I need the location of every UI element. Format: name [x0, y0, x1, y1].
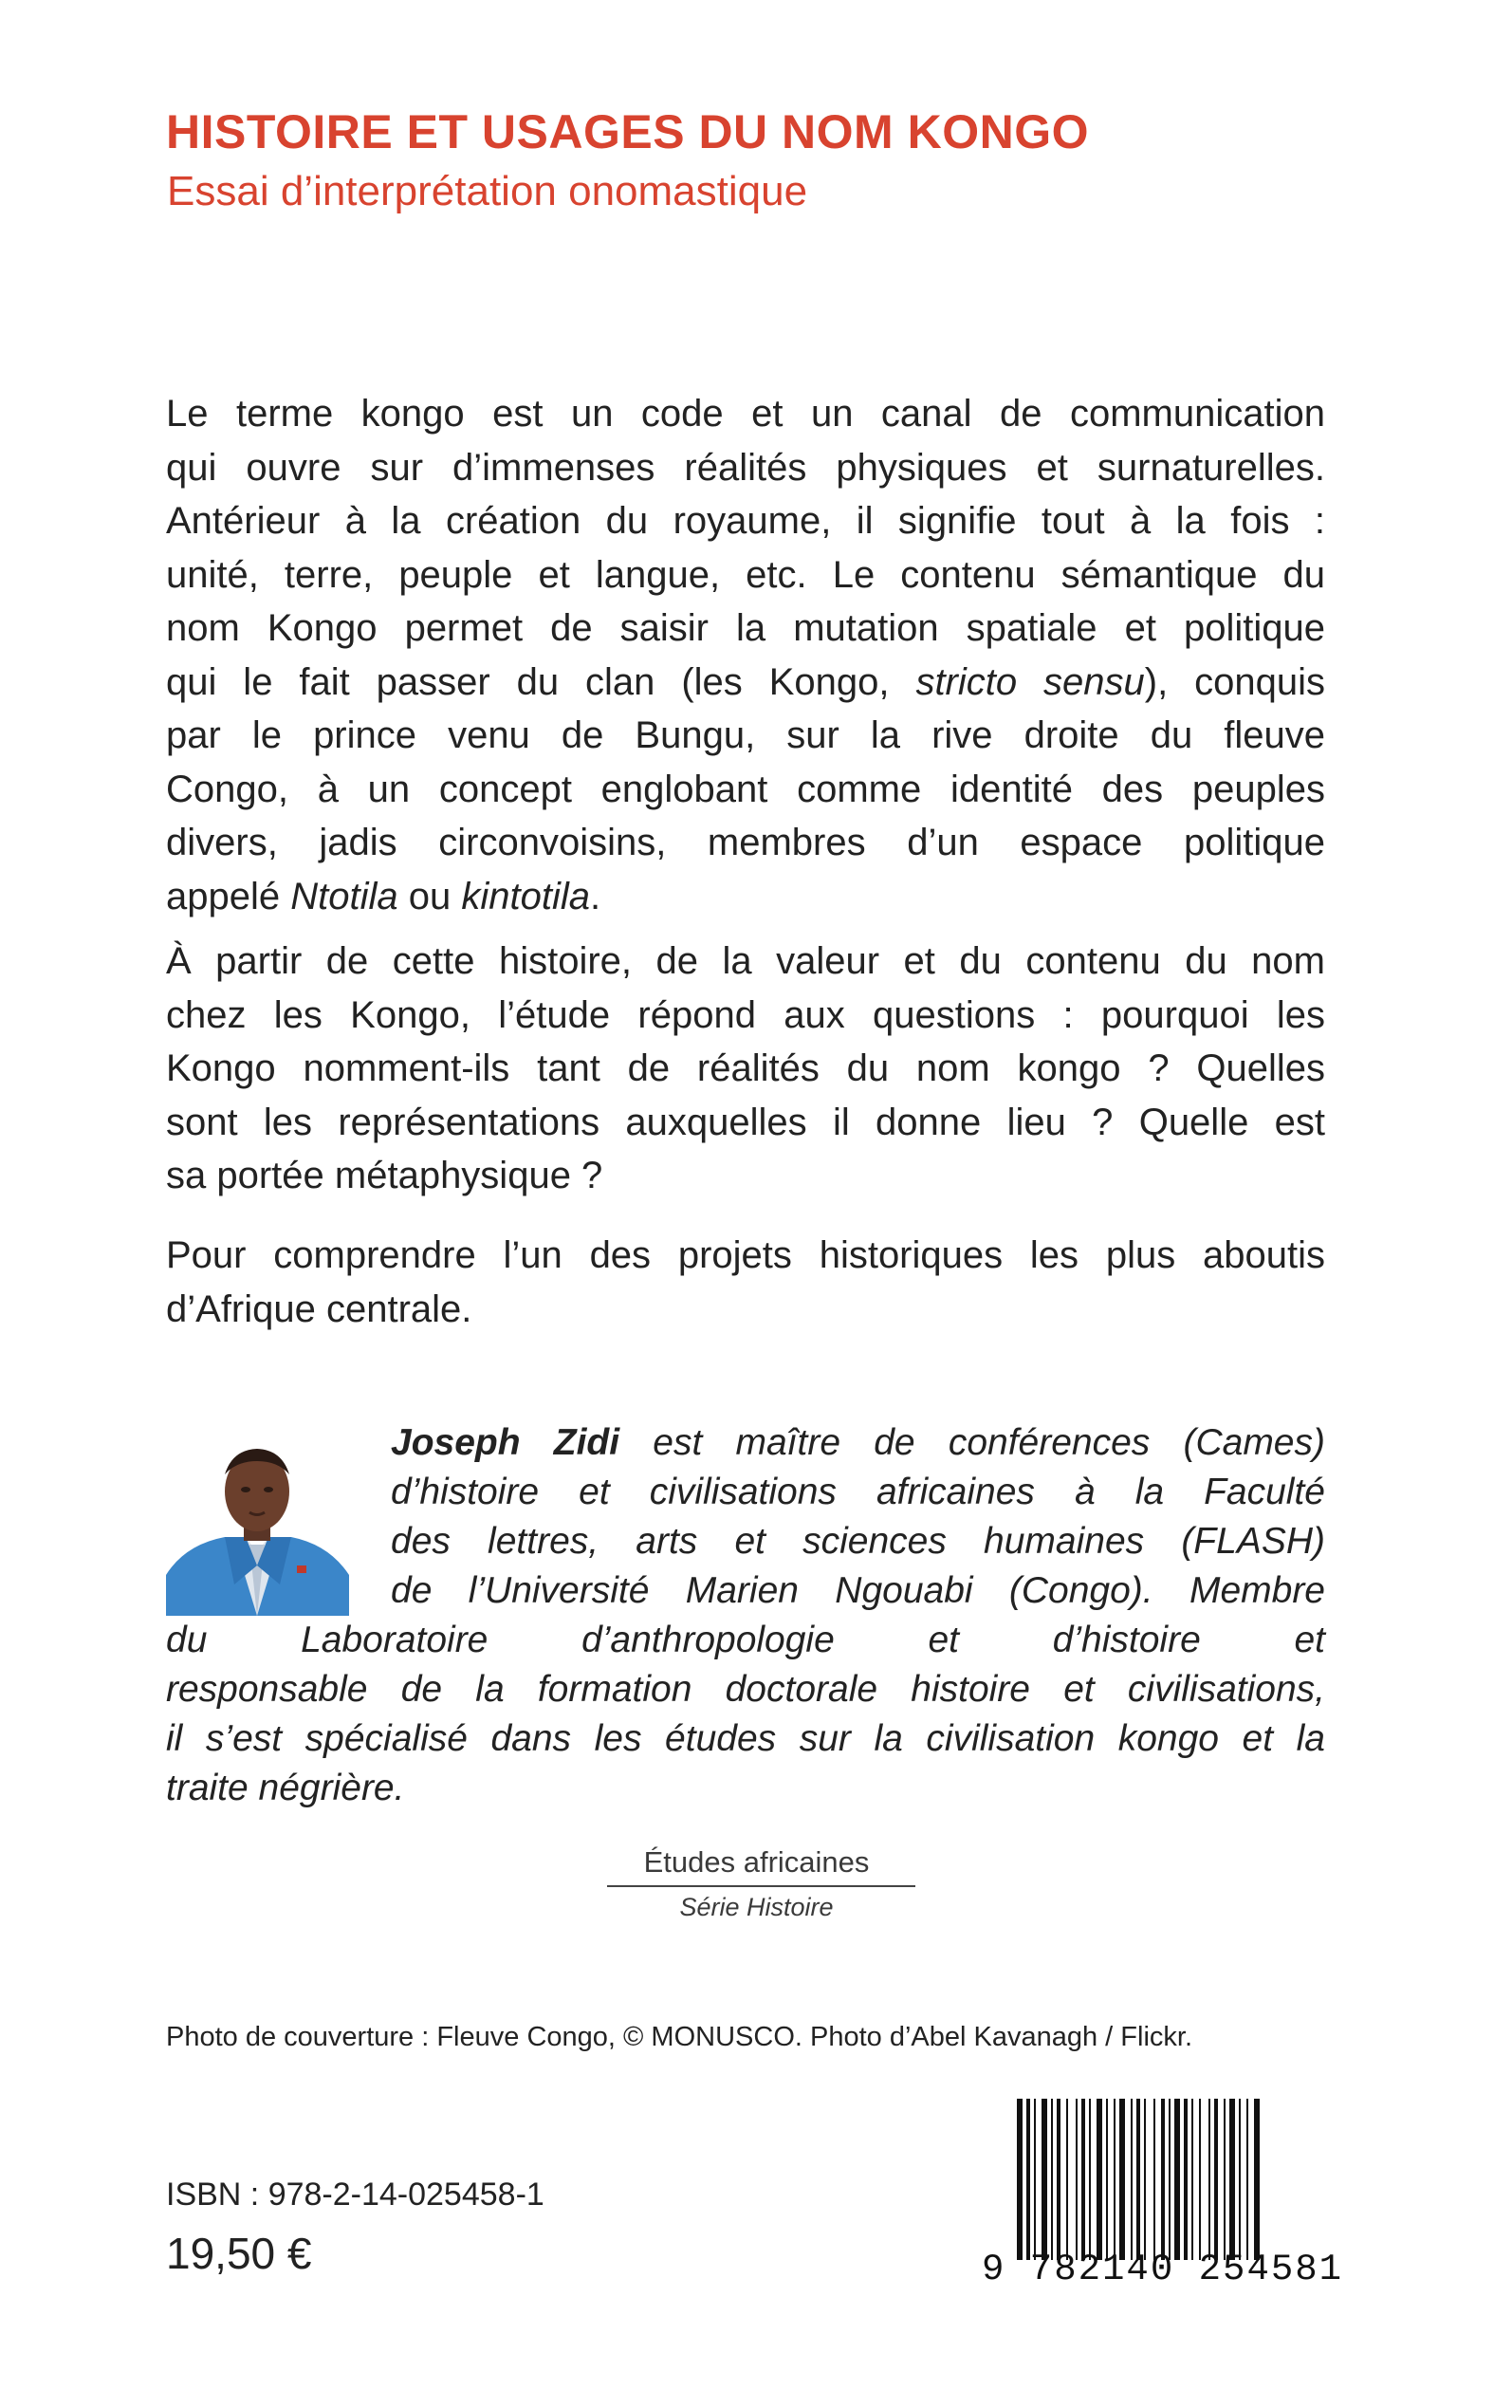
- barcode-bar: [1066, 2099, 1068, 2260]
- text-fragment: qui le fait passer du clan (les Kongo,: [166, 660, 916, 703]
- barcode-bar: [1114, 2099, 1116, 2260]
- collection-divider: [607, 1885, 915, 1887]
- italic-term: kintotila: [461, 875, 590, 917]
- book-subtitle: Essai d’interprétation onomastique: [167, 168, 808, 214]
- summary-paragraph-3: [166, 1229, 1325, 1336]
- collection-series: Série Histoire: [679, 1893, 834, 1921]
- barcode-bar: [1191, 2099, 1193, 2260]
- italic-term: stricto sensu: [915, 660, 1145, 703]
- collection-logo: [588, 1845, 925, 1922]
- barcode-bar: [1042, 2099, 1047, 2260]
- text-line: Pour comprendre l’un des projets historiques les plus aboutis: [166, 1234, 1325, 1276]
- barcode-bar: [1246, 2099, 1248, 2260]
- bio-line: de l’Université Marien Ngouabi (Congo). Membre: [391, 1570, 1325, 1611]
- text-line: [166, 656, 1325, 710]
- barcode-bar: [1169, 2099, 1171, 2260]
- isbn: ISBN : 978-2-14-025458-1: [166, 2176, 544, 2213]
- barcode-bar: [1076, 2099, 1078, 2260]
- author-bio-top: [391, 1418, 1325, 1616]
- text-line: Congo, à un concept englobant comme identité des peuples: [166, 768, 1325, 810]
- text-line: unité, terre, peuple et langue, etc. Le contenu sémantique du: [166, 553, 1325, 596]
- text-line: qui ouvre sur d’immenses réalités physiques et surnaturelles.: [166, 446, 1325, 489]
- barcode-bar: [1051, 2099, 1053, 2260]
- barcode-bar: [1136, 2099, 1140, 2260]
- bio-line: traite négrière.: [166, 1768, 405, 1808]
- text-fragment: .: [589, 875, 601, 917]
- barcode-digits: 9 782140 254581: [982, 2249, 1344, 2290]
- barcode-icon: [1015, 2099, 1328, 2260]
- bio-fragment: est maître de conférences (Cames): [619, 1422, 1325, 1463]
- italic-term: Ntotila: [290, 875, 398, 917]
- summary-paragraph-2: [166, 935, 1325, 1203]
- barcode-bar: [1174, 2099, 1180, 2260]
- bio-line: des lettres, arts et sciences humaines (FLASH): [391, 1521, 1325, 1562]
- barcode-bar: [1161, 2099, 1165, 2260]
- barcode-bar: [1119, 2099, 1125, 2260]
- barcode-bar: [1229, 2099, 1235, 2260]
- barcode-bar: [1214, 2099, 1218, 2260]
- text-line: Antérieur à la création du royaume, il signifie tout à la fois :: [166, 500, 1325, 542]
- text-line: par le prince venu de Bungu, sur la rive droite du fleuve: [166, 714, 1325, 756]
- text-line: À partir de cette histoire, de la valeur et du contenu du nom: [166, 940, 1325, 982]
- barcode-bar: [1184, 2099, 1188, 2260]
- text-line: [166, 870, 1325, 924]
- barcode-bar: [1057, 2099, 1060, 2260]
- barcode-bar: [1017, 2099, 1023, 2260]
- bio-line: responsable de la formation doctorale histoire et civilisations,: [166, 1669, 1325, 1710]
- barcode-bar: [1089, 2099, 1091, 2260]
- author-portrait-icon: [166, 1433, 349, 1616]
- text-fragment: ou: [397, 875, 462, 917]
- barcode-bar: [1254, 2099, 1260, 2260]
- bio-line: [391, 1418, 1325, 1468]
- barcode-bar: [1153, 2099, 1155, 2260]
- collection-name: Études africaines: [643, 1845, 870, 1879]
- text-line: Kongo nomment-ils tant de réalités du nom kongo ? Quelles: [166, 1047, 1325, 1089]
- bio-line: il s’est spécialisé dans les études sur la civilisation kongo et la: [166, 1718, 1325, 1759]
- barcode-bar: [1144, 2099, 1146, 2260]
- text-line: divers, jadis circonvoisins, membres d’un espace politique: [166, 822, 1325, 863]
- text-line: Le terme kongo est un code et un canal de communication: [166, 393, 1325, 435]
- text-fragment: ), conquis: [1144, 660, 1326, 703]
- book-title: HISTOIRE ET USAGES DU NOM KONGO: [166, 105, 1089, 158]
- author-photo: [166, 1433, 349, 1616]
- barcode-bar: [1239, 2099, 1241, 2260]
- barcode-bar: [1131, 2099, 1133, 2260]
- barcode-bar: [1106, 2099, 1108, 2260]
- text-line: sa portée métaphysique ?: [166, 1155, 603, 1196]
- text-line: sont les représentations auxquelles il donne lieu ? Quelle est: [166, 1101, 1325, 1143]
- barcode-bar: [1097, 2099, 1102, 2260]
- text-line: nom Kongo permet de saisir la mutation spatiale et politique: [166, 607, 1325, 649]
- barcode-bar: [1224, 2099, 1226, 2260]
- bio-line: d’histoire et civilisations africaines à la Faculté: [391, 1472, 1325, 1512]
- photo-credit: Photo de couverture : Fleuve Congo, © MONUSCO. Photo d’Abel Kavanagh / Flickr.: [166, 2022, 1193, 2052]
- summary-paragraph-1: [166, 387, 1325, 923]
- author-name: Joseph Zidi: [391, 1422, 620, 1463]
- price: 19,50 €: [166, 2229, 312, 2278]
- barcode-bar: [1034, 2099, 1036, 2260]
- barcode-bar: [1208, 2099, 1210, 2260]
- barcode-bar: [1199, 2099, 1201, 2260]
- text-line: d’Afrique centrale.: [166, 1287, 472, 1330]
- text-fragment: appelé: [166, 875, 291, 917]
- bio-line: du Laboratoire d’anthropologie et d’histoire et: [166, 1620, 1325, 1660]
- barcode-bar: [1026, 2099, 1030, 2260]
- author-bio-bottom: [166, 1616, 1325, 1813]
- text-line: chez les Kongo, l’étude répond aux questions : pourquoi les: [166, 993, 1325, 1036]
- barcode-bar: [1081, 2099, 1085, 2260]
